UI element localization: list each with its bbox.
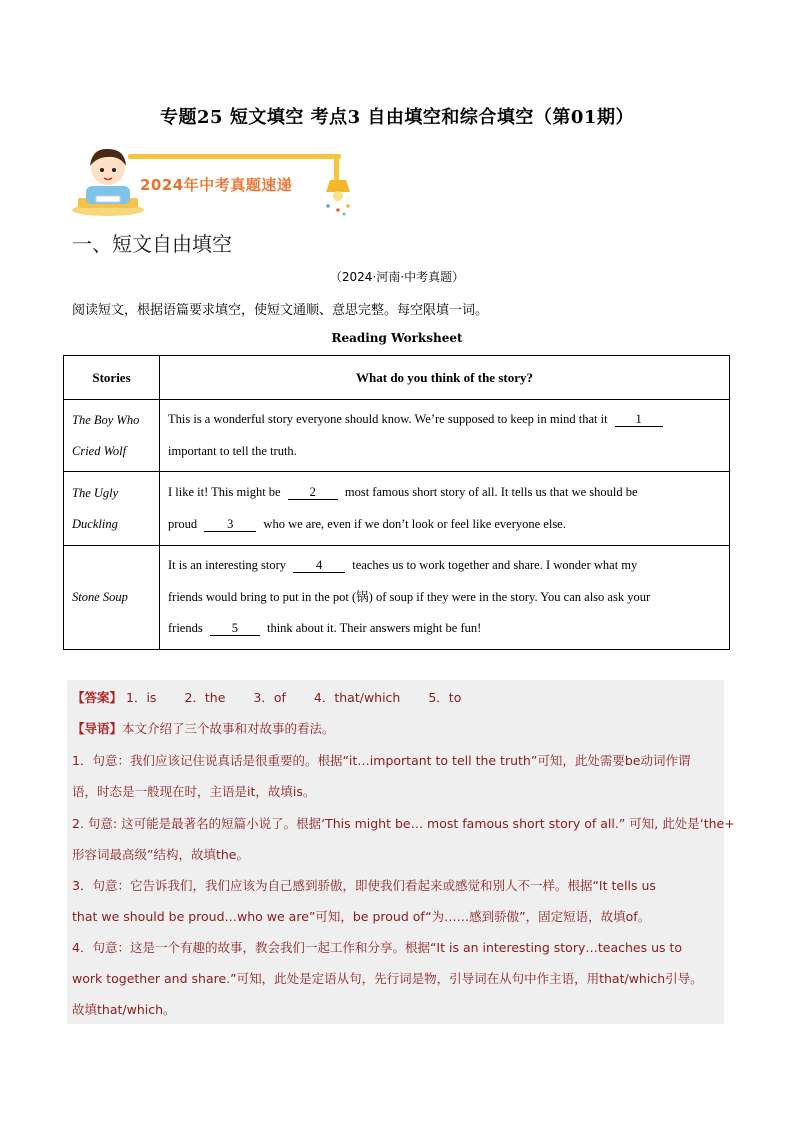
page-title: 专题25 短文填空 考点3 自由填空和综合填空（第01期） <box>160 107 634 128</box>
opinion-text: teaches us to work together and share. I wonder what my <box>352 558 638 573</box>
worksheet-title: Reading Worksheet <box>331 331 463 345</box>
opinion-text: proud <box>168 516 198 531</box>
opinion-text: I like it! This might be <box>168 485 281 499</box>
opinion-text: most famous short story of all. It tells us that we should be <box>344 485 638 499</box>
instruction: 阅读短文，根据语篇要求填空，使短文通顺、意思完整。每空限填一词。 <box>72 303 489 318</box>
story-name-line: Duckling <box>72 516 118 531</box>
answer-item: 2．the <box>184 690 226 705</box>
answer-item: 5．to <box>428 690 462 705</box>
story-name <box>64 472 160 546</box>
guide-label: 【导语】 <box>72 721 123 736</box>
answer-line <box>72 688 718 706</box>
explanation-line: 4．句意：这是一个有趣的故事，教会我们一起工作和分享。根据“It is an interesting story…teaches us to <box>72 940 683 955</box>
blank-5: 5 <box>210 621 260 636</box>
story-name: Stone Soup <box>64 546 160 650</box>
student-illustration <box>70 138 150 218</box>
story-name-line: The Ugly <box>72 485 119 500</box>
table-row <box>64 400 730 472</box>
explanation-line: 形容词最高级”结构，故填the。 <box>72 847 249 862</box>
opinion-text: This is a wonderful story everyone should know. We’re supposed to keep in mind that it <box>168 412 608 426</box>
explanation-line: 2. 句意: 这可能是最著名的短篇小说了。根据‘This might be… most famous short story of all.” 可知, 此处是‘the+ <box>72 816 735 831</box>
blank-1: 1 <box>615 412 663 427</box>
lamp-icon <box>318 176 358 216</box>
answer-section <box>67 680 735 1024</box>
header-thoughts: What do you think of the story? <box>160 356 730 400</box>
story-opinion <box>160 546 730 650</box>
opinion-text: friends would bring to put in the pot (锅) of soup if they were in the story. You can also ask your <box>168 589 651 604</box>
story-opinion <box>160 400 730 472</box>
guide-line <box>72 719 718 737</box>
blank-2: 2 <box>288 485 338 500</box>
banner-rule <box>128 154 341 159</box>
story-name-line: The Boy Who <box>72 412 140 427</box>
explanation-line: work together and share.”可知，此处是定语从句，先行词是物，引导词在从句中作主语，用that/which引导。 <box>72 971 703 986</box>
banner <box>70 138 360 220</box>
story-name <box>64 400 160 472</box>
section-heading: 一、短文自由填空 <box>72 232 232 256</box>
explanation-line: 1．句意：我们应该记住说真话是很重要的。根据“it…important to tell the truth”可知，此处需要be动词作谓 <box>72 753 691 768</box>
header-stories: Stories <box>64 356 160 400</box>
explanation-line: that we should be proud…who we are”可知，be proud of“为……感到骄傲”，固定短语，故填of。 <box>72 909 651 924</box>
opinion-text: friends <box>168 621 203 636</box>
explanation-line: 3．句意：它告诉我们，我们应该为自己感到骄傲，即使我们看起来或感觉和别人不一样。根据“It tells us <box>72 878 656 893</box>
answer-item: 3．of <box>253 690 286 705</box>
worksheet-table <box>63 355 730 650</box>
table-row <box>64 472 730 546</box>
answer-label: 【答案】 <box>72 690 123 705</box>
banner-text: 2024年中考真题速递 <box>140 176 293 194</box>
opinion-text: It is an interesting story <box>168 558 287 573</box>
answer-item: 4．that/which <box>313 690 401 705</box>
explanation-line: 故填that/which。 <box>72 1002 176 1017</box>
blank-3: 3 <box>204 517 256 532</box>
table-header-row <box>64 356 730 400</box>
blank-4: 4 <box>293 558 345 573</box>
opinion-text: important to tell the truth. <box>168 443 297 458</box>
story-opinion <box>160 472 730 546</box>
table-row <box>64 546 730 650</box>
guide-text: 本文介绍了三个故事和对故事的看法。 <box>122 721 335 736</box>
opinion-text: who we are, even if we don’t look or feel like everyone else. <box>263 516 566 531</box>
opinion-text: think about it. Their answers might be fun! <box>266 621 482 636</box>
story-name-line: Cried Wolf <box>72 443 127 458</box>
answer-item: 1．is <box>126 690 157 705</box>
question-source: （2024·河南·中考真题） <box>329 270 465 284</box>
explanation-line: 语，时态是一般现在时，主语是it，故填is。 <box>72 784 316 799</box>
